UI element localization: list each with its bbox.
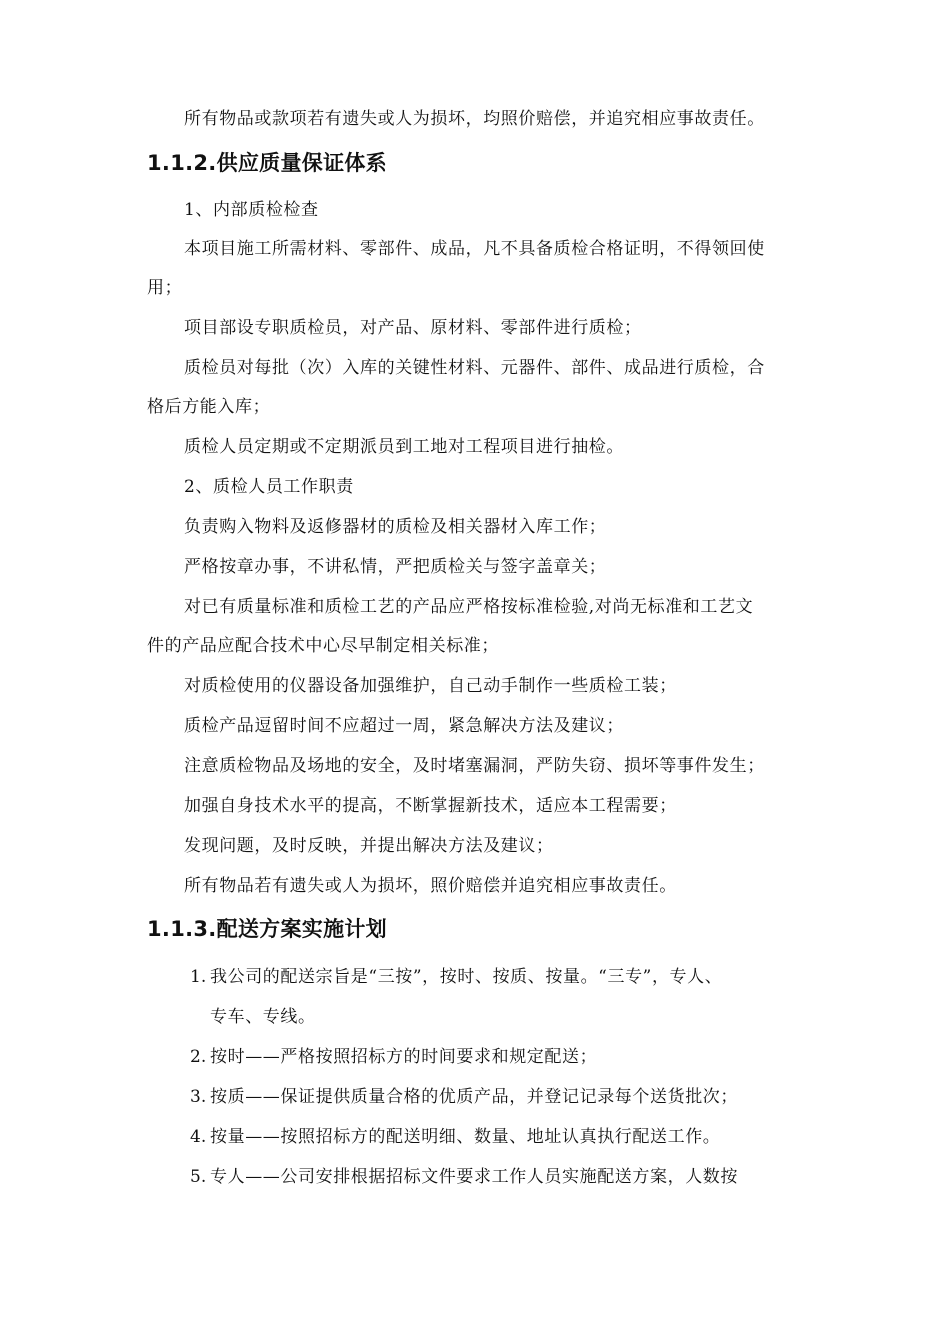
paragraph-line: 质检人员定期或不定期派员到工地对工程项目进行抽检。: [184, 437, 624, 457]
list-item-number: 4.: [190, 1127, 207, 1147]
subsection-title-internal-qc: 1、内部质检检查: [184, 200, 319, 220]
paragraph-line: 负责购入物料及返修器材的质检及相关器材入库工作；: [184, 517, 607, 537]
list-item-continuation: 专车、专线。: [210, 1007, 316, 1027]
list-item: 专人——公司安排根据招标文件要求工作人员实施配送方案，人数按: [210, 1167, 738, 1187]
paragraph-line: 格后方能入库；: [147, 397, 271, 417]
paragraph-line: 注意质检物品及场地的安全，及时堵塞漏洞，严防失窃、损坏等事件发生；: [184, 756, 765, 776]
list-item: 按质——保证提供质量合格的优质产品，并登记记录每个送货批次；: [210, 1087, 738, 1107]
subsection-title-qc-duties: 2、质检人员工作职责: [184, 477, 354, 497]
paragraph-line: 对质检使用的仪器设备加强维护，自己动手制作一些质检工装；: [184, 676, 677, 696]
list-item-number: 3.: [190, 1087, 207, 1107]
list-item-number: 1.: [190, 967, 207, 987]
list-item-number: 2.: [190, 1047, 207, 1067]
paragraph-line: 加强自身技术水平的提高，不断掌握新技术，适应本工程需要；: [184, 796, 677, 816]
paragraph-line: 质检产品逗留时间不应超过一周，紧急解决方法及建议；: [184, 716, 624, 736]
paragraph-line: 发现问题，及时反映，并提出解决方法及建议；: [184, 836, 554, 856]
paragraph-line: 本项目施工所需材料、零部件、成品，凡不具备质检合格证明，不得领回使: [184, 239, 765, 259]
section-heading-1-1-2: 1.1.2.供应质量保证体系: [147, 151, 387, 175]
paragraph-line: 所有物品若有遗失或人为损坏，照价赔偿并追究相应事故责任。: [184, 876, 677, 896]
paragraph-line: 用；: [147, 278, 183, 298]
section-heading-1-1-3: 1.1.3.配送方案实施计划: [147, 917, 387, 941]
list-item: 我公司的配送宗旨是“三按”，按时、按质、按量。“三专”，专人、: [210, 967, 723, 987]
intro-paragraph: 所有物品或款项若有遗失或人为损坏，均照价赔偿，并追究相应事故责任。: [184, 109, 765, 129]
paragraph-line: 件的产品应配合技术中心尽早制定相关标准；: [147, 636, 499, 656]
paragraph-line: 对已有质量标准和质检工艺的产品应严格按标准检验,对尚无标准和工艺文: [184, 597, 754, 617]
list-item: 按量——按照招标方的配送明细、数量、地址认真执行配送工作。: [210, 1127, 721, 1147]
paragraph-line: 严格按章办事，不讲私情，严把质检关与签字盖章关；: [184, 557, 607, 577]
paragraph-line: 质检员对每批（次）入库的关键性材料、元器件、部件、成品进行质检，合: [184, 358, 765, 378]
list-item-number: 5.: [190, 1167, 207, 1187]
paragraph-line: 项目部设专职质检员，对产品、原材料、零部件进行质检；: [184, 318, 642, 338]
list-item: 按时——严格按照招标方的时间要求和规定配送；: [210, 1047, 598, 1067]
